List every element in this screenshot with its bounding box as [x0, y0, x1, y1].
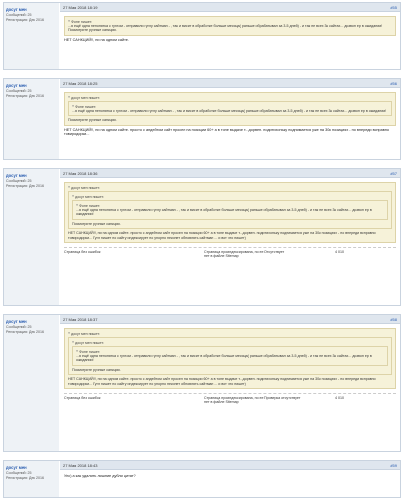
- quote-text: ...я ещё одна непонятка с гуглом - отправили гуглу сайтмап - , так и висит в обработке больше месяца( раньше обрабатывал за 3-5 дней) - и так не всех 3к сайтах... дозвон ер в ожидании!: [76, 354, 372, 363]
- quote-text: ...я ещё одна непонятка с гуглом - отправили гуглу сайтмап - , так и висит в обработке больше месяца( раньше обрабатывал за 3-5 дней) - и так не всех 3к сайтах... дозвон ер в ожидании!: [76, 208, 372, 217]
- quote-author: ❝досуг мен пишет:: [72, 194, 104, 199]
- status-label: Страница без ошибок: [64, 396, 101, 401]
- author-sidebar: [4, 461, 59, 497]
- quote-icon: ❝: [76, 203, 79, 208]
- nested-quote-block: [72, 346, 388, 366]
- quote-author: ❝Фоне пишет:: [76, 203, 101, 208]
- quote-icon: ❝: [68, 95, 71, 100]
- post-number-link[interactable]: #58: [390, 317, 397, 322]
- quote-icon: ❝: [76, 349, 79, 354]
- author-sidebar: [4, 3, 59, 69]
- post-header: [60, 3, 400, 12]
- status-value: Отсутствует: [264, 250, 285, 255]
- quote-text: Посмотрите ручные санкции.: [72, 221, 121, 226]
- quote-icon: ❝: [72, 104, 75, 109]
- quote-block: [64, 328, 396, 389]
- author-messages: Сообщений: 25: [6, 179, 32, 183]
- post-body: [60, 178, 400, 305]
- post-header: [60, 169, 400, 178]
- author-messages: Сообщений: 25: [6, 13, 32, 17]
- nested-quote-block: [72, 200, 388, 220]
- author-name[interactable]: досуг мен: [6, 7, 27, 12]
- author-registered: Регистрация: Дек 2016: [6, 94, 45, 99]
- author-sidebar: [4, 169, 59, 305]
- post-message: Упс) а как удалить лишние дубли цитат?: [64, 474, 136, 478]
- author-registered: Регистрация: Дек 2016: [6, 476, 45, 481]
- author-registered: Регистрация: Дек 2016: [6, 330, 45, 335]
- post-number-link[interactable]: #55: [390, 5, 397, 10]
- quote-text: ...я ещё одна непонятка с гуглом - отправили гуглу сайтмап - , так и висит в обработке больше месяца( раньше обрабатывал за 3-5 дней) - и так не всех 3к сайтах... дозвон ер в ожидании!: [72, 109, 387, 113]
- quote-author: ❝досуг мен пишет:: [68, 331, 100, 336]
- post-number-link[interactable]: #59: [390, 463, 397, 468]
- nested-quote-block: [68, 101, 392, 116]
- quote-text: Посмотрите ручные санкции.: [72, 367, 121, 372]
- post-date: 27 Мая 2018 18:37: [63, 317, 98, 322]
- post: [3, 314, 401, 452]
- quote-author: ❝Фоне пишет:: [76, 349, 101, 354]
- post-number-link[interactable]: #56: [390, 81, 397, 86]
- author-name[interactable]: досуг мен: [6, 173, 27, 178]
- quote-author: ❝досуг мен пишет:: [68, 95, 100, 100]
- status-label: Страница без ошибок: [64, 250, 101, 255]
- post-header: [60, 461, 400, 470]
- post-header: [60, 315, 400, 324]
- status-description: Страница проиндексирована, но ее нет в файле Sitemap: [204, 396, 264, 405]
- quote-text: ...я ещё одна непонятка с гуглом - отправили гуглу сайтмап - , так и висит в обработке больше месяца( раньше обрабатывал за 3-5 дней) - и так не всех 3к сайтах... дозвон ер в ожидании!: [68, 24, 383, 28]
- post: [3, 2, 401, 70]
- quote-block: [64, 182, 396, 243]
- post-message: НЕТ САНКЦИЙ!!, ни на одном сайте. просто с апдейтом сайт просел на позиции 60+ а в топе выдаче т...дорвен. подитихоньку поднимается уже на 30к позициях - но впереди всправно товиродорки...: [64, 127, 389, 137]
- author-name[interactable]: досуг мен: [6, 465, 27, 470]
- post: [3, 168, 401, 306]
- quote-text: Посмотрите ручные санкции.: [68, 118, 117, 123]
- post-body: [60, 88, 400, 159]
- post-header: [60, 79, 400, 88]
- quote-block: [64, 92, 396, 126]
- author-name[interactable]: досуг мен: [6, 319, 27, 324]
- quote-text: Посмотрите ручные санкции.: [68, 28, 117, 33]
- status-count: 4 010: [335, 250, 344, 255]
- quote-icon: ❝: [72, 340, 75, 345]
- quote-icon: ❝: [68, 19, 71, 24]
- author-sidebar: [4, 315, 59, 451]
- quote-author: ❝Фоне пишет:: [72, 104, 97, 109]
- post-body: [60, 470, 400, 497]
- author-messages: Сообщений: 25: [6, 89, 32, 93]
- post-date: 27 Мая 2018 18:43: [63, 463, 98, 468]
- nested-quote-block: [68, 337, 392, 375]
- sitemap-status-row: [64, 247, 396, 258]
- status-count: 4 010: [335, 396, 344, 401]
- author-messages: Сообщений: 25: [6, 471, 32, 475]
- quote-author: ❝Фоне пишет:: [68, 19, 93, 24]
- author-registered: Регистрация: Дек 2016: [6, 18, 45, 23]
- quote-icon: ❝: [68, 331, 71, 336]
- quote-block: [64, 16, 396, 36]
- post-number-link[interactable]: #57: [390, 171, 397, 176]
- post: [3, 460, 401, 498]
- post: [3, 78, 401, 160]
- post-body: [60, 324, 400, 451]
- quote-icon: ❝: [68, 185, 71, 190]
- status-description: Страница проиндексирована, но ее нет в файле Sitemap: [204, 250, 264, 259]
- quote-text: НЕТ САНКЦИЙ!!, ни на одном сайте. просто с апдейтом сайт просел на позиции 60+ а в топе выдаче т...дорвен. подитихоньку поднимается уже на 30к позициях - но впереди всправно товиродорки... Гугл пишет по сайту индексирует но упорно неконет обновлять сайтмап ... и вот что пишет): [68, 377, 376, 386]
- author-sidebar: [4, 79, 59, 159]
- author-registered: Регистрация: Дек 2016: [6, 184, 45, 189]
- status-value: Проверка отсутствует: [264, 396, 301, 401]
- post-date: 27 Мая 2018 18:19: [63, 5, 98, 10]
- quote-icon: ❝: [72, 194, 75, 199]
- post-message: НЕТ САНКЦИЙ!!, ни на одном сайте.: [64, 37, 129, 42]
- quote-text: НЕТ САНКЦИЙ!!, ни на одном сайте. просто с апдейтом сайт просел на позиции 60+ а в топе выдаче т...дорвен. подитихоньку поднимается уже на 30к позициях - но впереди всправно товиродорки... Гугл пишет по сайту индексирует но упорно неконет обновлять сайтмап ... и вот что пишет): [68, 231, 376, 240]
- sitemap-status-row: [64, 393, 396, 404]
- author-name[interactable]: досуг мен: [6, 83, 27, 88]
- quote-author: ❝досуг мен пишет:: [72, 340, 104, 345]
- nested-quote-block: [68, 191, 392, 229]
- post-date: 27 Мая 2018 18:25: [63, 81, 98, 86]
- author-messages: Сообщений: 25: [6, 325, 32, 329]
- quote-author: ❝досуг мен пишет:: [68, 185, 100, 190]
- post-body: [60, 12, 400, 69]
- post-date: 27 Мая 2018 18:36: [63, 171, 98, 176]
